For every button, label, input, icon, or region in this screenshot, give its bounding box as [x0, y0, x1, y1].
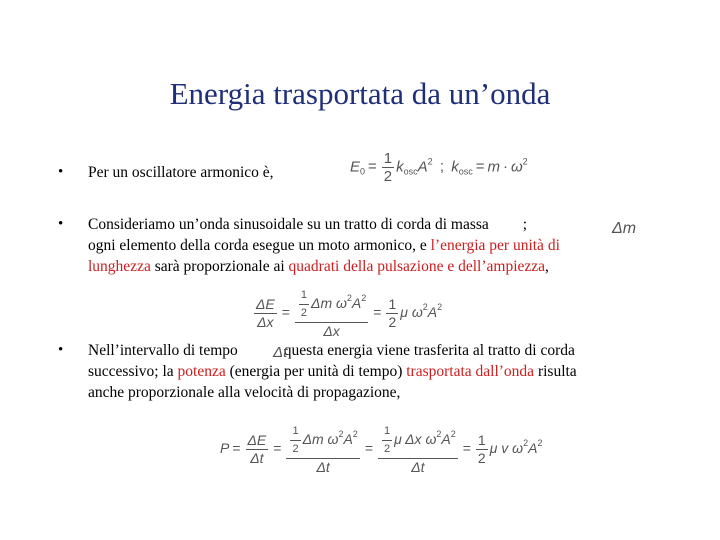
formula-energy-per-length: $\frac{\Delta E}{\Delta x}$ = $\frac{1}{2}$ Δm $\omega^2A^2$ Δx = $\frac{1}{2}$ μ $\omega^2A^2$ [256, 289, 443, 339]
formula-power: P = $\frac{\Delta E}{\Delta t}$ = $\frac{1}{2}$ Δm $\omega^2A^2$ Δt = $\frac{1}{2}$ μ Δx $\omega^2A^2$ Δt = $\frac{1}{2}$ μ v $\omega^2A^2$ [220, 425, 543, 475]
formula-delta-m: Δm [612, 220, 637, 237]
bullet-marker: • [58, 164, 64, 180]
bullet-3-text: Nell’intervallo di tempo questa energia viene trasferita al tratto di corda successivo; la potenza (energia per unità di tempo) trasportata dall’onda risulta anche proporzionale alla velocità di propagazione, [88, 342, 577, 401]
formula-oscillator-energy: $E_0$ = $\frac{1}{2}$ $k_{osc}A^2$ ; $k_{osc} = m \cdot \omega^2$ [350, 150, 528, 185]
formula-delta-t: Δt [273, 344, 288, 361]
slide-title: Energia trasportata da un’onda [169, 76, 551, 111]
bullet-marker: • [58, 342, 64, 358]
bullet-marker: • [58, 216, 64, 232]
bullet-2-text: Consideriamo un’onda sinusoidale su un tratto di corda di massa ; ogni elemento della corda esegue un moto armonico, e l’energia per unità di lunghezza sarà proporzionale ai quadrati della pulsazione e dell’ampiezza, [88, 216, 560, 275]
bullet-1-text: Per un oscillatore armonico è, [88, 164, 274, 181]
